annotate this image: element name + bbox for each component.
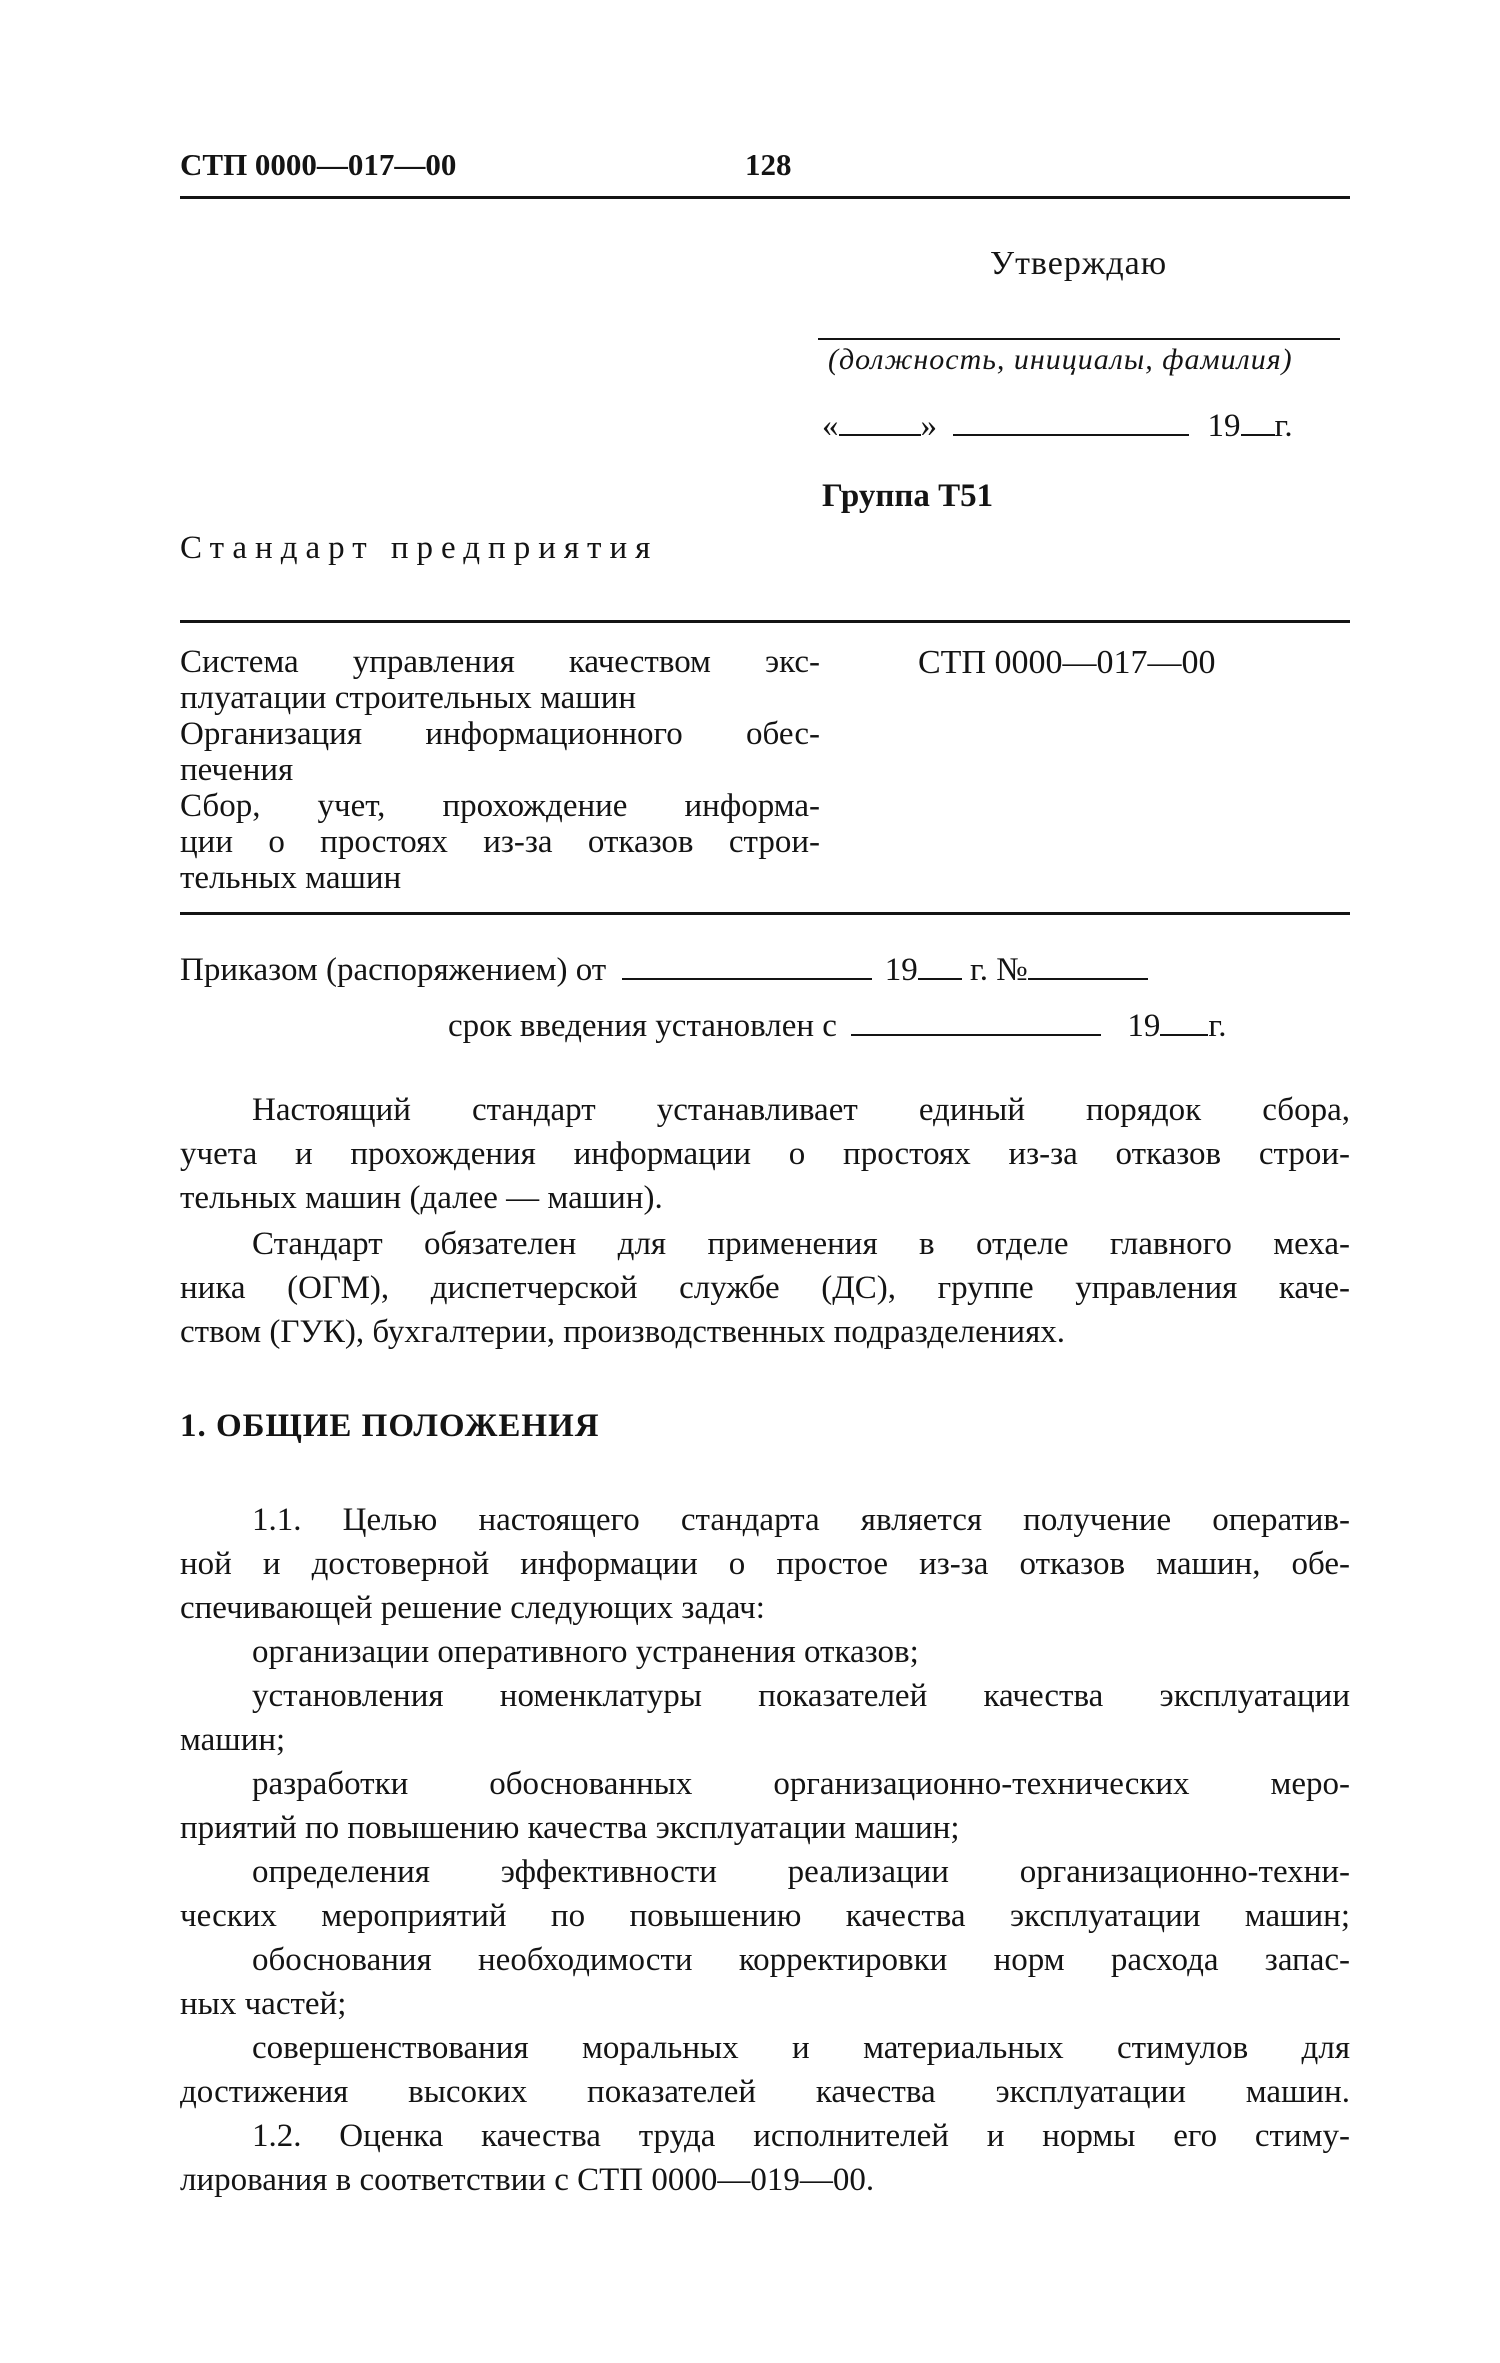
paragraph-line: обоснования необходимости корректировки норм расхода запас- bbox=[252, 1942, 1350, 1978]
section-1-title: 1. ОБЩИЕ ПОЛОЖЕНИЯ bbox=[180, 1408, 600, 1444]
title-bottom-rule bbox=[180, 912, 1350, 915]
paragraph-line: 1.1. Целью настоящего стандарта является получение оператив- bbox=[252, 1502, 1350, 1538]
signature-caption: (должность, инициалы, фамилия) bbox=[828, 343, 1293, 376]
term-line bbox=[448, 1008, 1226, 1045]
paragraph-line: ной и достоверной информации о простое из-за отказов машин, обе- bbox=[180, 1546, 1350, 1582]
paragraph-line: лирования в соответствии с СТП 0000—019—00. bbox=[180, 2162, 875, 2198]
order-year-blank bbox=[918, 952, 962, 980]
paragraph-line: Настоящий стандарт устанавливает единый порядок сбора, bbox=[252, 1092, 1350, 1128]
date-year-blank bbox=[1241, 408, 1275, 436]
term-date-blank bbox=[851, 1008, 1101, 1036]
paragraph-line: установления номенклатуры показателей качества эксплуатации bbox=[252, 1678, 1350, 1714]
paragraph-line: спечивающей решение следующих задач: bbox=[180, 1590, 765, 1626]
paragraph-line: определения эффективности реализации организационно-техни- bbox=[252, 1854, 1350, 1890]
paragraph-line: машин; bbox=[180, 1722, 286, 1758]
term-year: 19 bbox=[1127, 1008, 1161, 1044]
intro-paragraph-1 bbox=[180, 1088, 1350, 1220]
header-rule bbox=[180, 196, 1350, 199]
term-prefix: срок введения установлен с bbox=[448, 1008, 837, 1044]
title-top-rule bbox=[180, 620, 1350, 623]
title-line: плуатации строительных машин bbox=[180, 680, 637, 716]
date-day-blank bbox=[839, 408, 921, 436]
intro-paragraph-2 bbox=[180, 1222, 1350, 1354]
title-line: Система управления качеством экс- bbox=[180, 644, 820, 680]
title-doc-code: СТП 0000—017—00 bbox=[918, 644, 1216, 681]
paragraph-line: учета и прохождения информации о простоях из-за отказов строи- bbox=[180, 1136, 1350, 1172]
date-year-suffix: г. bbox=[1274, 408, 1293, 444]
order-year: 19 bbox=[884, 952, 918, 988]
date-close-quote: » bbox=[920, 408, 937, 444]
group-label: Группа Т51 bbox=[822, 478, 994, 514]
paragraph-line: ных частей; bbox=[180, 1986, 347, 2022]
signature-line bbox=[818, 338, 1340, 340]
order-date-blank bbox=[622, 952, 872, 980]
paragraph-line: ника (ОГМ), диспетчерской службе (ДС), группе управления каче- bbox=[180, 1270, 1350, 1306]
term-suffix: г. bbox=[1208, 1008, 1227, 1044]
approval-date-row bbox=[822, 408, 1293, 445]
approval-title: Утверждаю bbox=[990, 245, 1168, 282]
title-block bbox=[180, 644, 820, 896]
order-line bbox=[180, 952, 1148, 989]
paragraph-line: совершенствования моральных и материальных стимулов для bbox=[252, 2030, 1350, 2066]
paragraph-line: Стандарт обязателен для применения в отделе главного меха- bbox=[252, 1226, 1350, 1262]
paragraph-line: достижения высоких показателей качества эксплуатации машин. bbox=[180, 2074, 1350, 2110]
paragraph-line: 1.2. Оценка качества труда исполнителей и нормы его стиму- bbox=[252, 2118, 1350, 2154]
title-line: ции о простоях из-за отказов строи- bbox=[180, 824, 820, 860]
paragraph-line: организации оперативного устранения отказов; bbox=[252, 1634, 919, 1670]
date-year-prefix: 19 bbox=[1207, 408, 1241, 444]
title-line: печения bbox=[180, 752, 294, 788]
order-number-blank bbox=[1028, 952, 1148, 980]
order-year-suffix: г. № bbox=[969, 952, 1028, 988]
date-open-quote: « bbox=[822, 408, 839, 444]
section-1-body bbox=[180, 1498, 1350, 2202]
paragraph-line: приятий по повышению качества эксплуатации машин; bbox=[180, 1810, 960, 1846]
page-number: 128 bbox=[745, 147, 792, 182]
title-line: Организация информационного обес- bbox=[180, 716, 820, 752]
paragraph-line: тельных машин (далее — машин). bbox=[180, 1180, 663, 1216]
paragraph-line: разработки обоснованных организационно-технических меро- bbox=[252, 1766, 1350, 1802]
date-month-blank bbox=[953, 408, 1189, 436]
paragraph-line: ством (ГУК), бухгалтерии, производственных подразделениях. bbox=[180, 1314, 1066, 1350]
term-year-blank bbox=[1160, 1008, 1208, 1036]
doc-code-header: СТП 0000—017—00 bbox=[180, 147, 457, 182]
order-prefix: Приказом (распоряжением) от bbox=[180, 952, 607, 988]
paragraph-line: ческих мероприятий по повышению качества эксплуатации машин; bbox=[180, 1898, 1350, 1934]
title-line: тельных машин bbox=[180, 860, 402, 896]
title-line: Сбор, учет, прохождение информа- bbox=[180, 788, 820, 824]
enterprise-standard-label: Стандарт предприятия bbox=[180, 530, 659, 566]
